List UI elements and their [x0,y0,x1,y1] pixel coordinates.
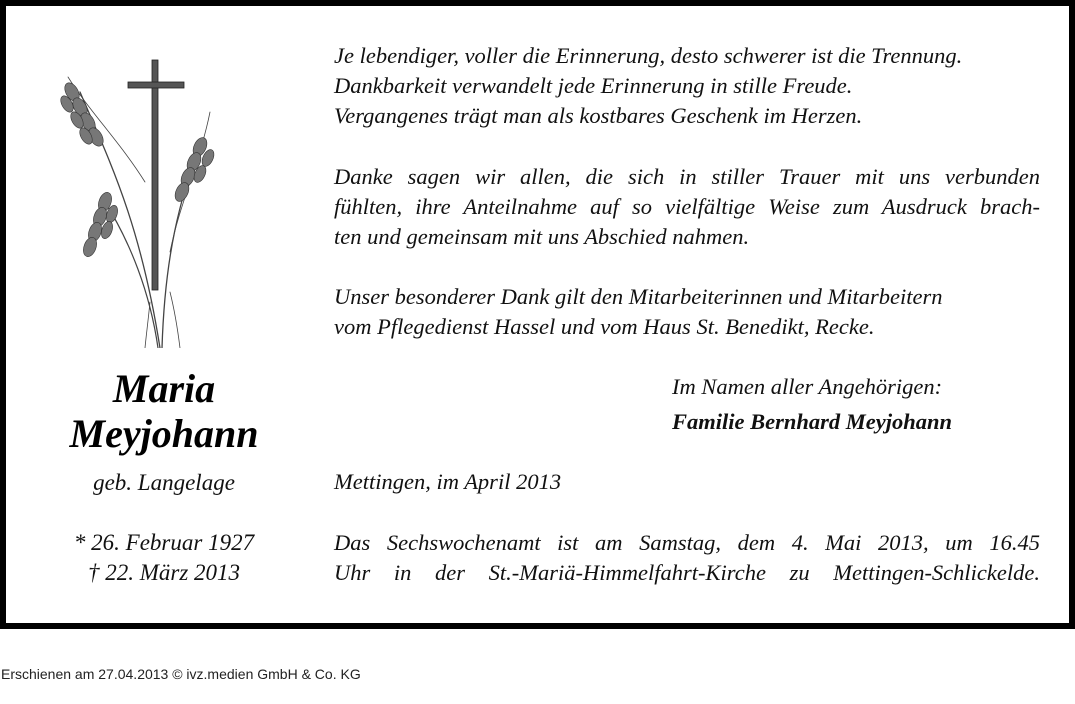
service-line: Uhr in der St.-Mariä-Himmelfahrt-Kirche zu Mettingen-Schlickelde. [334,560,1040,585]
poem-line: Je lebendiger, voller die Erinnerung, desto schwerer ist die Trennung. [334,43,963,68]
death-date: † 22. März 2013 [87,560,241,585]
signature-family: Familie Bernhard Meyjohann [672,409,953,434]
birth-name: geb. Langelage [93,470,235,495]
cross-with-wheat-icon [50,52,220,348]
service-line: Das Sechswochenamt ist am Samstag, dem 4. Mai 2013, um 16.45 [334,530,1040,555]
deceased-last-name: Meyjohann [69,411,259,456]
poem-line: Vergangenes trägt man als kostbares Geschenk im Herzen. [334,103,863,128]
signature-intro: Im Namen aller Angehörigen: [672,374,943,399]
special-thanks-line: vom Pflegedienst Hassel und vom Haus St. Benedikt, Recke. [334,314,875,339]
thanks-line: fühlten, ihre Anteilnahme auf so vielfältige Weise zum Ausdruck brach- [334,194,1040,219]
place-date: Mettingen, im April 2013 [334,469,562,494]
thanks-line: ten und gemeinsam mit uns Abschied nahmen. [334,224,750,249]
thanks-line: Danke sagen wir allen, die sich in stiller Trauer mit uns verbunden [334,164,1040,189]
poem-line: Dankbarkeit verwandelt jede Erinnerung in stille Freude. [334,73,853,98]
birth-date: * 26. Februar 1927 [73,530,255,555]
publication-footer: Erschienen am 27.04.2013 © ivz.medien GmbH & Co. KG [1,666,361,682]
special-thanks-line: Unser besonderer Dank gilt den Mitarbeiterinnen und Mitarbeitern [334,284,943,309]
deceased-first-name: Maria [112,366,216,411]
